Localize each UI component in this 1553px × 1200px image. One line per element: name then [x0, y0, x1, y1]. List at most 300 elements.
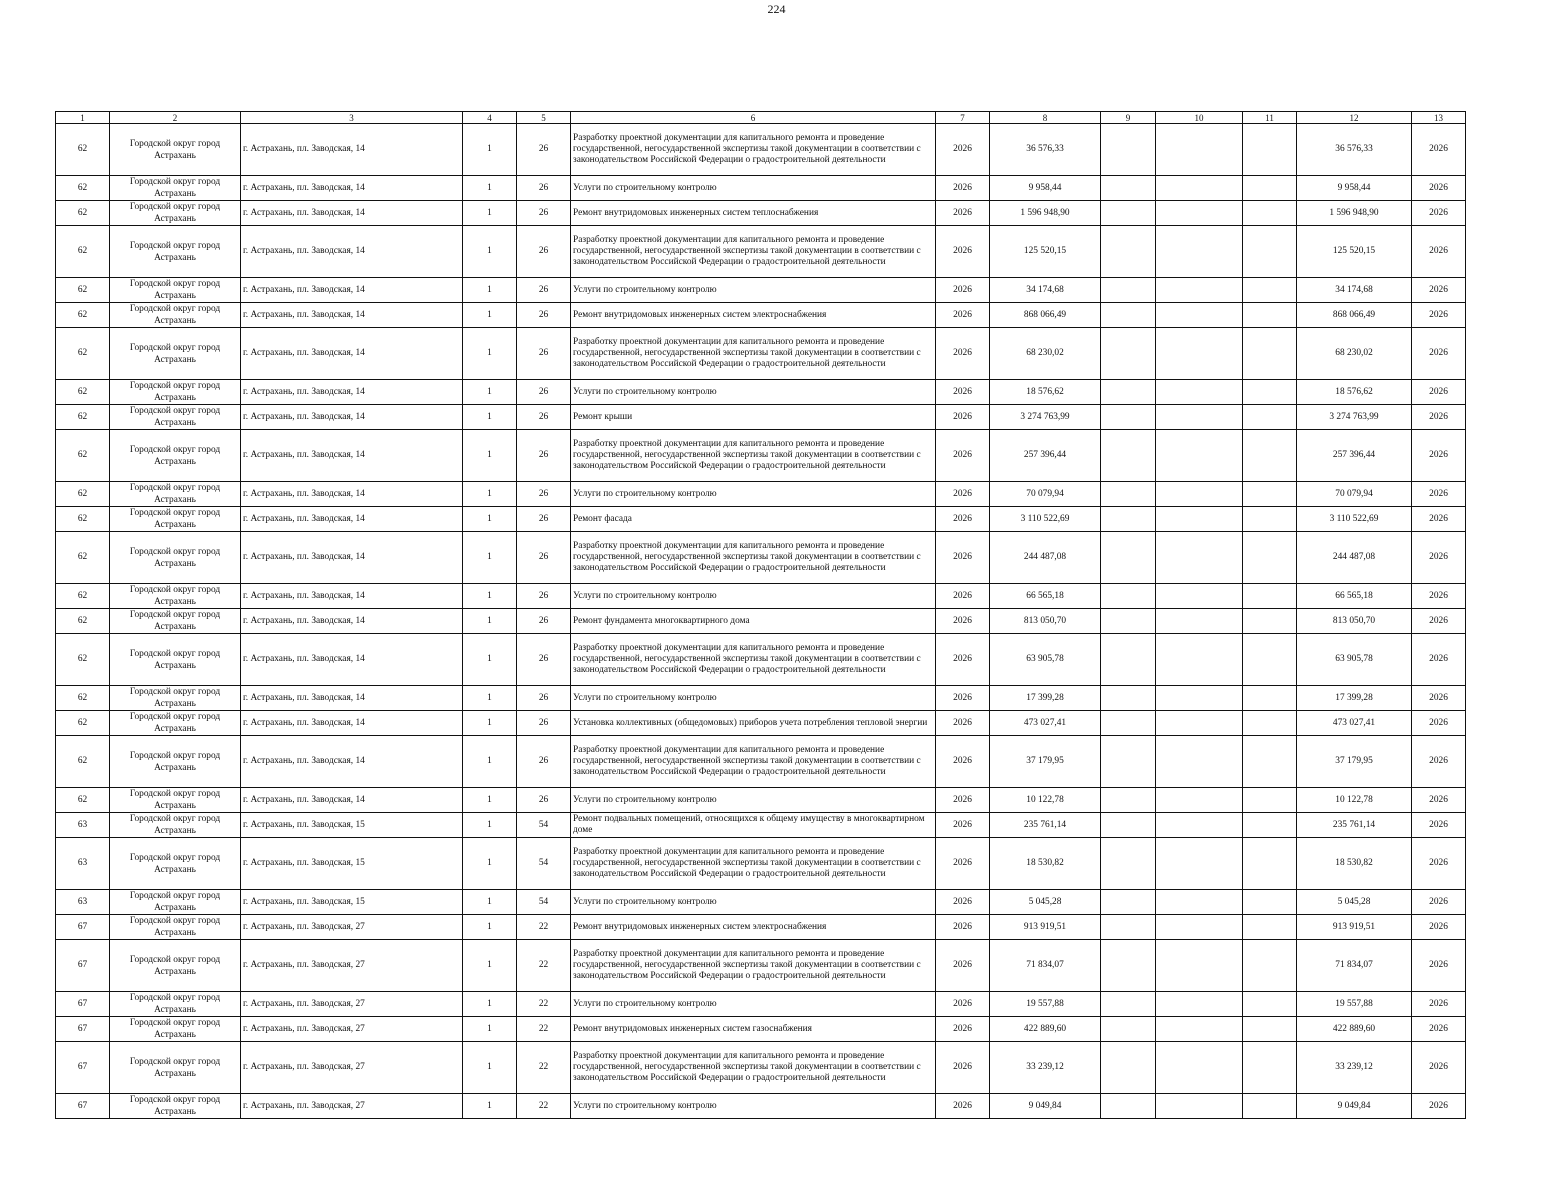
column-10-cell	[1156, 507, 1243, 532]
column-9-cell	[1101, 711, 1156, 736]
address-cell: г. Астрахань, пл. Заводская, 15	[241, 838, 463, 890]
address-cell: г. Астрахань, пл. Заводская, 14	[241, 124, 463, 176]
table-row	[56, 838, 1466, 890]
column-10-cell	[1156, 124, 1243, 176]
column-11-cell	[1243, 507, 1297, 532]
municipality-cell: Городской округ город Астрахань	[110, 634, 241, 686]
column-5-cell: 26	[517, 328, 571, 380]
column-9-cell	[1101, 940, 1156, 992]
table-row	[56, 584, 1466, 609]
municipality-cell: Городской округ город Астрахань	[110, 430, 241, 482]
row-number-cell: 63	[56, 890, 110, 915]
work-type-cell: Разработку проектной документации для капитального ремонта и проведение государственной, негосударственной экспертизы такой документации в соответствии с законодательством Российской Федерации о градостроительной деятельности	[571, 430, 936, 482]
completion-year-cell: 2026	[1412, 303, 1466, 328]
address-cell: г. Астрахань, пл. Заводская, 14	[241, 686, 463, 711]
column-4-cell: 1	[463, 278, 517, 303]
fund-cost-cell: 3 110 522,69	[1297, 507, 1412, 532]
municipality-cell: Городской округ город Астрахань	[110, 609, 241, 634]
row-number-cell: 62	[56, 201, 110, 226]
address-cell: г. Астрахань, пл. Заводская, 14	[241, 507, 463, 532]
row-number-cell: 67	[56, 1017, 110, 1042]
municipality-cell: Городской округ город Астрахань	[110, 532, 241, 584]
column-11-cell	[1243, 124, 1297, 176]
completion-year-cell: 2026	[1412, 686, 1466, 711]
row-number-cell: 62	[56, 532, 110, 584]
table-row	[56, 176, 1466, 201]
table-row	[56, 430, 1466, 482]
year-cell: 2026	[936, 278, 990, 303]
column-5-cell: 26	[517, 788, 571, 813]
column-11-cell	[1243, 686, 1297, 711]
column-10-cell	[1156, 532, 1243, 584]
table-row	[56, 380, 1466, 405]
column-10-cell	[1156, 584, 1243, 609]
municipality-cell: Городской округ город Астрахань	[110, 736, 241, 788]
column-10-cell	[1156, 380, 1243, 405]
column-4-cell: 1	[463, 201, 517, 226]
address-cell: г. Астрахань, пл. Заводская, 14	[241, 482, 463, 507]
row-number-cell: 62	[56, 609, 110, 634]
column-5-cell: 26	[517, 686, 571, 711]
column-5-cell: 26	[517, 711, 571, 736]
completion-year-cell: 2026	[1412, 430, 1466, 482]
column-10-cell	[1156, 176, 1243, 201]
year-cell: 2026	[936, 609, 990, 634]
column-5-cell: 26	[517, 226, 571, 278]
row-number-cell: 63	[56, 813, 110, 838]
column-4-cell: 1	[463, 634, 517, 686]
table-row	[56, 940, 1466, 992]
municipality-cell: Городской округ город Астрахань	[110, 380, 241, 405]
work-type-cell: Установка коллективных (общедомовых) приборов учета потребления тепловой энергии	[571, 711, 936, 736]
column-9-cell	[1101, 609, 1156, 634]
column-9-cell	[1101, 813, 1156, 838]
row-number-cell: 67	[56, 1042, 110, 1094]
total-cost-cell: 37 179,95	[990, 736, 1101, 788]
column-10-cell	[1156, 838, 1243, 890]
column-11-cell	[1243, 890, 1297, 915]
row-number-cell: 62	[56, 788, 110, 813]
column-11-cell	[1243, 201, 1297, 226]
column-10-cell	[1156, 303, 1243, 328]
column-5-cell: 54	[517, 813, 571, 838]
total-cost-cell: 33 239,12	[990, 1042, 1101, 1094]
work-type-cell: Ремонт подвальных помещений, относящихся к общему имуществу в многоквартирном доме	[571, 813, 936, 838]
column-header: 8	[990, 112, 1101, 124]
column-header: 9	[1101, 112, 1156, 124]
column-9-cell	[1101, 201, 1156, 226]
fund-cost-cell: 913 919,51	[1297, 915, 1412, 940]
year-cell: 2026	[936, 788, 990, 813]
column-11-cell	[1243, 303, 1297, 328]
work-type-cell: Ремонт внутридомовых инженерных систем теплоснабжения	[571, 201, 936, 226]
address-cell: г. Астрахань, пл. Заводская, 14	[241, 405, 463, 430]
work-type-cell: Услуги по строительному контролю	[571, 482, 936, 507]
column-9-cell	[1101, 482, 1156, 507]
year-cell: 2026	[936, 686, 990, 711]
table-row	[56, 226, 1466, 278]
column-11-cell	[1243, 813, 1297, 838]
fund-cost-cell: 813 050,70	[1297, 609, 1412, 634]
column-9-cell	[1101, 890, 1156, 915]
table-row	[56, 1094, 1466, 1119]
page-number: 224	[767, 2, 786, 16]
column-9-cell	[1101, 303, 1156, 328]
year-cell: 2026	[936, 940, 990, 992]
column-9-cell	[1101, 507, 1156, 532]
table-row	[56, 1042, 1466, 1094]
total-cost-cell: 813 050,70	[990, 609, 1101, 634]
municipality-cell: Городской округ город Астрахань	[110, 507, 241, 532]
column-9-cell	[1101, 176, 1156, 201]
fund-cost-cell: 257 396,44	[1297, 430, 1412, 482]
year-cell: 2026	[936, 838, 990, 890]
total-cost-cell: 19 557,88	[990, 992, 1101, 1017]
column-4-cell: 1	[463, 405, 517, 430]
column-header: 1	[56, 112, 110, 124]
column-5-cell: 22	[517, 1042, 571, 1094]
column-header: 11	[1243, 112, 1297, 124]
column-4-cell: 1	[463, 226, 517, 278]
fund-cost-cell: 473 027,41	[1297, 711, 1412, 736]
work-type-cell: Разработку проектной документации для капитального ремонта и проведение государственной, негосударственной экспертизы такой документации в соответствии с законодательством Российской Федерации о градостроительной деятельности	[571, 226, 936, 278]
completion-year-cell: 2026	[1412, 226, 1466, 278]
column-10-cell	[1156, 328, 1243, 380]
column-4-cell: 1	[463, 430, 517, 482]
column-9-cell	[1101, 124, 1156, 176]
municipality-cell: Городской округ город Астрахань	[110, 226, 241, 278]
year-cell: 2026	[936, 532, 990, 584]
table-row	[56, 201, 1466, 226]
column-5-cell: 26	[517, 634, 571, 686]
municipality-cell: Городской округ город Астрахань	[110, 405, 241, 430]
completion-year-cell: 2026	[1412, 609, 1466, 634]
work-type-cell: Услуги по строительному контролю	[571, 686, 936, 711]
total-cost-cell: 422 889,60	[990, 1017, 1101, 1042]
work-type-cell: Услуги по строительному контролю	[571, 890, 936, 915]
fund-cost-cell: 868 066,49	[1297, 303, 1412, 328]
total-cost-cell: 9 049,84	[990, 1094, 1101, 1119]
column-5-cell: 26	[517, 405, 571, 430]
row-number-cell: 62	[56, 711, 110, 736]
address-cell: г. Астрахань, пл. Заводская, 14	[241, 711, 463, 736]
fund-cost-cell: 17 399,28	[1297, 686, 1412, 711]
table-row	[56, 609, 1466, 634]
column-11-cell	[1243, 380, 1297, 405]
column-11-cell	[1243, 278, 1297, 303]
fund-cost-cell: 3 274 763,99	[1297, 405, 1412, 430]
column-number-row	[56, 112, 1466, 124]
table-row	[56, 532, 1466, 584]
address-cell: г. Астрахань, пл. Заводская, 14	[241, 201, 463, 226]
total-cost-cell: 913 919,51	[990, 915, 1101, 940]
column-9-cell	[1101, 915, 1156, 940]
column-5-cell: 26	[517, 430, 571, 482]
municipality-cell: Городской округ город Астрахань	[110, 1017, 241, 1042]
row-number-cell: 62	[56, 430, 110, 482]
fund-cost-cell: 125 520,15	[1297, 226, 1412, 278]
total-cost-cell: 71 834,07	[990, 940, 1101, 992]
year-cell: 2026	[936, 915, 990, 940]
table-row	[56, 124, 1466, 176]
work-type-cell: Ремонт крыши	[571, 405, 936, 430]
column-11-cell	[1243, 992, 1297, 1017]
year-cell: 2026	[936, 890, 990, 915]
municipality-cell: Городской округ город Астрахань	[110, 328, 241, 380]
total-cost-cell: 70 079,94	[990, 482, 1101, 507]
column-11-cell	[1243, 609, 1297, 634]
work-type-cell: Разработку проектной документации для капитального ремонта и проведение государственной, негосударственной экспертизы такой документации в соответствии с законодательством Российской Федерации о градостроительной деятельности	[571, 124, 936, 176]
table-row	[56, 736, 1466, 788]
row-number-cell: 62	[56, 405, 110, 430]
column-4-cell: 1	[463, 686, 517, 711]
address-cell: г. Астрахань, пл. Заводская, 14	[241, 176, 463, 201]
table-row	[56, 1017, 1466, 1042]
fund-cost-cell: 63 905,78	[1297, 634, 1412, 686]
municipality-cell: Городской округ город Астрахань	[110, 940, 241, 992]
completion-year-cell: 2026	[1412, 584, 1466, 609]
completion-year-cell: 2026	[1412, 634, 1466, 686]
column-4-cell: 1	[463, 788, 517, 813]
column-9-cell	[1101, 736, 1156, 788]
column-11-cell	[1243, 430, 1297, 482]
column-10-cell	[1156, 736, 1243, 788]
address-cell: г. Астрахань, пл. Заводская, 14	[241, 226, 463, 278]
fund-cost-cell: 19 557,88	[1297, 992, 1412, 1017]
column-10-cell	[1156, 201, 1243, 226]
column-4-cell: 1	[463, 609, 517, 634]
completion-year-cell: 2026	[1412, 328, 1466, 380]
column-4-cell: 1	[463, 1042, 517, 1094]
row-number-cell: 62	[56, 176, 110, 201]
year-cell: 2026	[936, 430, 990, 482]
column-9-cell	[1101, 686, 1156, 711]
column-10-cell	[1156, 992, 1243, 1017]
address-cell: г. Астрахань, пл. Заводская, 14	[241, 532, 463, 584]
column-5-cell: 26	[517, 124, 571, 176]
column-5-cell: 22	[517, 915, 571, 940]
total-cost-cell: 9 958,44	[990, 176, 1101, 201]
column-9-cell	[1101, 532, 1156, 584]
completion-year-cell: 2026	[1412, 201, 1466, 226]
fund-cost-cell: 34 174,68	[1297, 278, 1412, 303]
fund-cost-cell: 9 958,44	[1297, 176, 1412, 201]
municipality-cell: Городской округ город Астрахань	[110, 584, 241, 609]
work-type-cell: Разработку проектной документации для капитального ремонта и проведение государственной, негосударственной экспертизы такой документации в соответствии с законодательством Российской Федерации о градостроительной деятельности	[571, 328, 936, 380]
column-9-cell	[1101, 992, 1156, 1017]
column-11-cell	[1243, 940, 1297, 992]
column-11-cell	[1243, 838, 1297, 890]
row-number-cell: 62	[56, 482, 110, 507]
column-11-cell	[1243, 711, 1297, 736]
work-type-cell: Ремонт фасада	[571, 507, 936, 532]
total-cost-cell: 63 905,78	[990, 634, 1101, 686]
column-11-cell	[1243, 176, 1297, 201]
table-row	[56, 303, 1466, 328]
column-5-cell: 26	[517, 584, 571, 609]
total-cost-cell: 257 396,44	[990, 430, 1101, 482]
completion-year-cell: 2026	[1412, 915, 1466, 940]
work-type-cell: Ремонт внутридомовых инженерных систем газоснабжения	[571, 1017, 936, 1042]
column-9-cell	[1101, 278, 1156, 303]
column-10-cell	[1156, 686, 1243, 711]
column-5-cell: 54	[517, 838, 571, 890]
fund-cost-cell: 70 079,94	[1297, 482, 1412, 507]
municipality-cell: Городской округ город Астрахань	[110, 915, 241, 940]
column-header: 7	[936, 112, 990, 124]
year-cell: 2026	[936, 711, 990, 736]
municipality-cell: Городской округ город Астрахань	[110, 482, 241, 507]
address-cell: г. Астрахань, пл. Заводская, 27	[241, 940, 463, 992]
completion-year-cell: 2026	[1412, 1017, 1466, 1042]
column-5-cell: 26	[517, 507, 571, 532]
year-cell: 2026	[936, 507, 990, 532]
completion-year-cell: 2026	[1412, 813, 1466, 838]
work-type-cell: Услуги по строительному контролю	[571, 788, 936, 813]
column-5-cell: 22	[517, 940, 571, 992]
work-type-cell: Разработку проектной документации для капитального ремонта и проведение государственной, негосударственной экспертизы такой документации в соответствии с законодательством Российской Федерации о градостроительной деятельности	[571, 838, 936, 890]
column-10-cell	[1156, 890, 1243, 915]
column-5-cell: 26	[517, 380, 571, 405]
year-cell: 2026	[936, 584, 990, 609]
address-cell: г. Астрахань, пл. Заводская, 14	[241, 609, 463, 634]
column-11-cell	[1243, 1017, 1297, 1042]
column-5-cell: 22	[517, 1094, 571, 1119]
fund-cost-cell: 36 576,33	[1297, 124, 1412, 176]
address-cell: г. Астрахань, пл. Заводская, 14	[241, 328, 463, 380]
column-5-cell: 26	[517, 303, 571, 328]
fund-cost-cell: 33 239,12	[1297, 1042, 1412, 1094]
table-row	[56, 278, 1466, 303]
column-5-cell: 26	[517, 532, 571, 584]
column-header: 3	[241, 112, 463, 124]
table-row	[56, 711, 1466, 736]
fund-cost-cell: 1 596 948,90	[1297, 201, 1412, 226]
completion-year-cell: 2026	[1412, 507, 1466, 532]
row-number-cell: 62	[56, 328, 110, 380]
column-11-cell	[1243, 532, 1297, 584]
column-10-cell	[1156, 813, 1243, 838]
row-number-cell: 62	[56, 124, 110, 176]
row-number-cell: 67	[56, 915, 110, 940]
row-number-cell: 62	[56, 226, 110, 278]
total-cost-cell: 235 761,14	[990, 813, 1101, 838]
municipality-cell: Городской округ город Астрахань	[110, 813, 241, 838]
column-4-cell: 1	[463, 890, 517, 915]
column-9-cell	[1101, 584, 1156, 609]
column-5-cell: 26	[517, 278, 571, 303]
completion-year-cell: 2026	[1412, 788, 1466, 813]
year-cell: 2026	[936, 303, 990, 328]
column-4-cell: 1	[463, 328, 517, 380]
year-cell: 2026	[936, 380, 990, 405]
total-cost-cell: 125 520,15	[990, 226, 1101, 278]
fund-cost-cell: 37 179,95	[1297, 736, 1412, 788]
row-number-cell: 62	[56, 380, 110, 405]
address-cell: г. Астрахань, пл. Заводская, 14	[241, 788, 463, 813]
year-cell: 2026	[936, 405, 990, 430]
address-cell: г. Астрахань, пл. Заводская, 14	[241, 736, 463, 788]
table-row	[56, 328, 1466, 380]
total-cost-cell: 244 487,08	[990, 532, 1101, 584]
column-4-cell: 1	[463, 838, 517, 890]
work-type-cell: Услуги по строительному контролю	[571, 1094, 936, 1119]
column-10-cell	[1156, 1017, 1243, 1042]
table-row	[56, 507, 1466, 532]
table-row	[56, 992, 1466, 1017]
total-cost-cell: 34 174,68	[990, 278, 1101, 303]
municipality-cell: Городской округ город Астрахань	[110, 788, 241, 813]
column-10-cell	[1156, 634, 1243, 686]
municipality-cell: Городской округ город Астрахань	[110, 838, 241, 890]
column-4-cell: 1	[463, 915, 517, 940]
table-row	[56, 915, 1466, 940]
address-cell: г. Астрахань, пл. Заводская, 14	[241, 380, 463, 405]
column-header: 5	[517, 112, 571, 124]
column-11-cell	[1243, 1042, 1297, 1094]
fund-cost-cell: 235 761,14	[1297, 813, 1412, 838]
municipality-cell: Городской округ город Астрахань	[110, 278, 241, 303]
year-cell: 2026	[936, 226, 990, 278]
column-9-cell	[1101, 1017, 1156, 1042]
completion-year-cell: 2026	[1412, 890, 1466, 915]
column-4-cell: 1	[463, 1017, 517, 1042]
year-cell: 2026	[936, 201, 990, 226]
column-9-cell	[1101, 634, 1156, 686]
column-9-cell	[1101, 838, 1156, 890]
fund-cost-cell: 244 487,08	[1297, 532, 1412, 584]
address-cell: г. Астрахань, пл. Заводская, 14	[241, 430, 463, 482]
work-type-cell: Разработку проектной документации для капитального ремонта и проведение государственной, негосударственной экспертизы такой документации в соответствии с законодательством Российской Федерации о градостроительной деятельности	[571, 1042, 936, 1094]
total-cost-cell: 3 274 763,99	[990, 405, 1101, 430]
address-cell: г. Астрахань, пл. Заводская, 15	[241, 813, 463, 838]
column-10-cell	[1156, 940, 1243, 992]
year-cell: 2026	[936, 1017, 990, 1042]
column-header: 2	[110, 112, 241, 124]
row-number-cell: 62	[56, 686, 110, 711]
column-5-cell: 26	[517, 482, 571, 507]
column-10-cell	[1156, 278, 1243, 303]
column-10-cell	[1156, 405, 1243, 430]
total-cost-cell: 868 066,49	[990, 303, 1101, 328]
table-row	[56, 890, 1466, 915]
address-cell: г. Астрахань, пл. Заводская, 27	[241, 992, 463, 1017]
fund-cost-cell: 66 565,18	[1297, 584, 1412, 609]
total-cost-cell: 10 122,78	[990, 788, 1101, 813]
column-4-cell: 1	[463, 711, 517, 736]
address-cell: г. Астрахань, пл. Заводская, 14	[241, 634, 463, 686]
address-cell: г. Астрахань, пл. Заводская, 14	[241, 584, 463, 609]
column-4-cell: 1	[463, 736, 517, 788]
column-11-cell	[1243, 736, 1297, 788]
completion-year-cell: 2026	[1412, 380, 1466, 405]
column-10-cell	[1156, 1094, 1243, 1119]
column-header: 13	[1412, 112, 1466, 124]
municipality-cell: Городской округ город Астрахань	[110, 992, 241, 1017]
completion-year-cell: 2026	[1412, 278, 1466, 303]
column-header: 4	[463, 112, 517, 124]
work-type-cell: Услуги по строительному контролю	[571, 380, 936, 405]
address-cell: г. Астрахань, пл. Заводская, 27	[241, 1042, 463, 1094]
column-10-cell	[1156, 711, 1243, 736]
work-type-cell: Услуги по строительному контролю	[571, 992, 936, 1017]
column-4-cell: 1	[463, 176, 517, 201]
work-type-cell: Услуги по строительному контролю	[571, 278, 936, 303]
fund-cost-cell: 10 122,78	[1297, 788, 1412, 813]
fund-cost-cell: 18 530,82	[1297, 838, 1412, 890]
column-4-cell: 1	[463, 992, 517, 1017]
total-cost-cell: 18 530,82	[990, 838, 1101, 890]
